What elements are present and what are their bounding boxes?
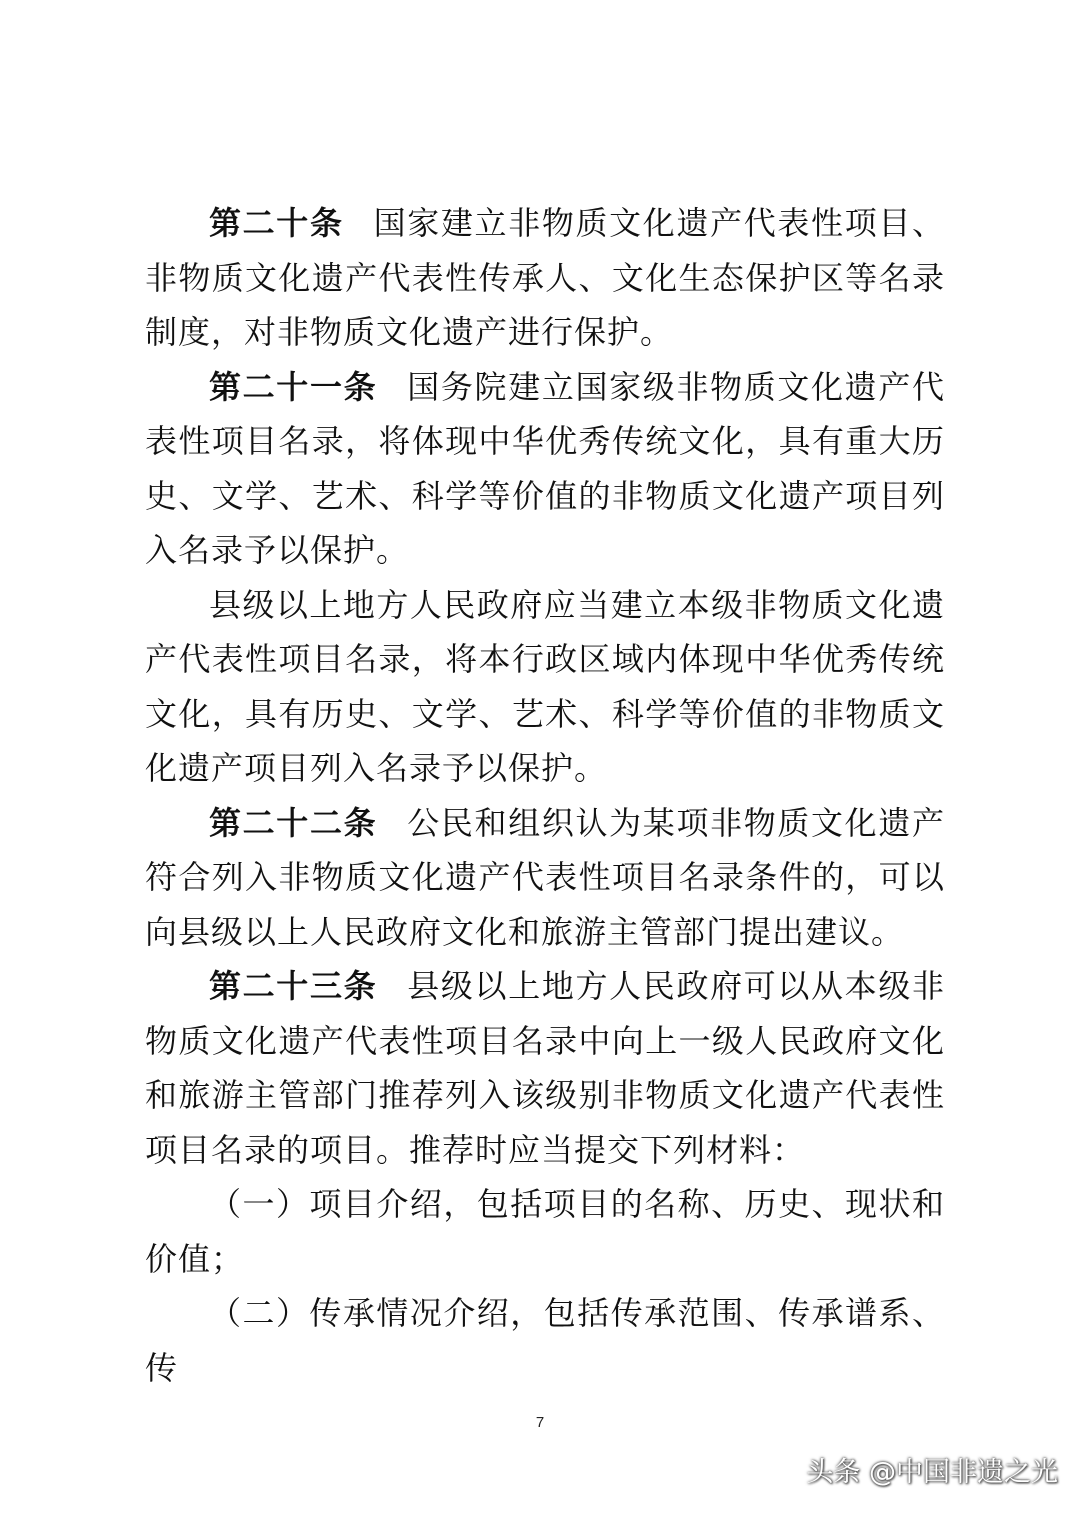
- article-23-paragraph: [145, 959, 945, 1177]
- document-body: [145, 196, 945, 1395]
- list-item-2: [145, 1286, 945, 1395]
- list-item-1: [145, 1177, 945, 1286]
- article-22-paragraph: [145, 796, 945, 960]
- article-21-paragraph: [145, 360, 945, 578]
- article-21-second-paragraph: [145, 578, 945, 796]
- paragraph-text: （一）项目介绍，包括项目的名称、历史、现状和价值；: [145, 1185, 945, 1278]
- article-heading: 第二十三条: [209, 967, 378, 1005]
- article-heading: 第二十二条: [209, 803, 378, 842]
- paragraph-text: 国务院建立国家级非物质文化遗产代表性项目名录，将体现中华优秀传统文化，具有重大历史、文学、艺术、科学等价值的非物质文化遗产项目列入名录予以保护。: [145, 367, 945, 569]
- paragraph-text: 县级以上地方人民政府应当建立本级非物质文化遗产代表性项目名录，将本行政区域内体现中华优秀传统文化，具有历史、文学、艺术、科学等价值的非物质文化遗产项目列入名录予以保护。: [145, 585, 945, 787]
- watermark-text: 头条 @中国非遗之光: [806, 1457, 1058, 1488]
- paragraph-text: （二）传承情况介绍，包括传承范围、传承谱系、传: [145, 1294, 945, 1387]
- article-20-paragraph: [145, 196, 945, 360]
- paragraph-text: 县级以上地方人民政府可以从本级非物质文化遗产代表性项目名录中向上一级人民政府文化和旅游主管部门推荐列入该级别非物质文化遗产代表性项目名录的项目。推荐时应当提交下列材料：: [145, 967, 945, 1169]
- paragraph-text: 国家建立非物质文化遗产代表性项目、非物质文化遗产代表性传承人、文化生态保护区等名录制度，对非物质文化遗产进行保护。: [145, 204, 945, 351]
- page-number: 7: [535, 1414, 545, 1431]
- article-heading: 第二十条: [209, 204, 344, 242]
- paragraph-text: 公民和组织认为某项非物质文化遗产符合列入非物质文化遗产代表性项目名录条件的，可以向县级以上人民政府文化和旅游主管部门提出建议。: [145, 803, 945, 951]
- article-heading: 第二十一条: [209, 367, 378, 406]
